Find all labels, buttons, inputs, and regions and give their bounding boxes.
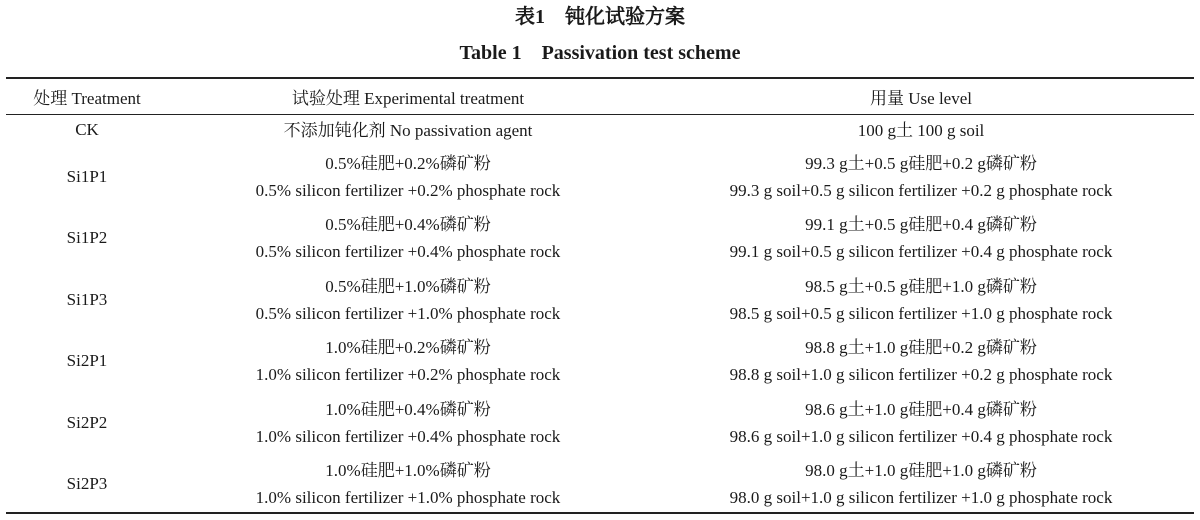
table-row <box>6 146 1194 208</box>
experimental-treatment-cell <box>168 269 648 331</box>
experimental-treatment-chinese: 1.0%硅肥+1.0%磷矿粉 <box>325 461 491 481</box>
use-level-english: 99.3 g soil+0.5 g silicon fertilizer +0.2 g phosphate rock <box>729 180 1113 200</box>
passivation-scheme-table <box>6 79 1194 515</box>
header-use-level: 用量 Use level <box>870 89 972 108</box>
table-row <box>6 269 1194 331</box>
treatment-cell: Si1P3 <box>66 289 108 309</box>
header-experimental-treatment: 试验处理 Experimental treatment <box>291 89 525 108</box>
use-level-english: 98.6 g soil+1.0 g silicon fertilizer +0.4 g phosphate rock <box>729 426 1113 446</box>
table-header-row <box>6 79 1194 114</box>
use-level-text: 100 g土 100 g soil <box>857 120 985 140</box>
experimental-treatment-english: 0.5% silicon fertilizer +1.0% phosphate rock <box>255 303 561 323</box>
experimental-treatment-chinese: 1.0%硅肥+0.4%磷矿粉 <box>325 399 491 419</box>
experimental-treatment-chinese: 1.0%硅肥+0.2%磷矿粉 <box>325 338 491 358</box>
experimental-treatment-cell <box>168 146 648 208</box>
use-level-cell <box>648 454 1194 516</box>
experimental-treatment-chinese: 0.5%硅肥+0.4%磷矿粉 <box>325 215 491 235</box>
table-title-chinese: 表1 钝化试验方案 <box>515 6 685 28</box>
use-level-chinese: 99.3 g土+0.5 g硅肥+0.2 g磷矿粉 <box>805 153 1037 173</box>
use-level-english: 98.0 g soil+1.0 g silicon fertilizer +1.0 g phosphate rock <box>729 488 1113 508</box>
use-level-chinese: 99.1 g土+0.5 g硅肥+0.4 g磷矿粉 <box>805 215 1037 235</box>
use-level-cell <box>648 269 1194 331</box>
table-row <box>6 331 1194 393</box>
treatment-cell: Si2P2 <box>66 412 108 432</box>
treatment-cell: Si2P1 <box>66 351 108 371</box>
use-level-cell <box>648 114 1194 146</box>
treatment-cell: Si1P2 <box>66 228 108 248</box>
experimental-treatment-cell <box>168 114 648 146</box>
experimental-treatment-chinese: 0.5%硅肥+1.0%磷矿粉 <box>325 276 491 296</box>
experimental-treatment-english: 1.0% silicon fertilizer +0.4% phosphate rock <box>255 426 561 446</box>
use-level-cell <box>648 331 1194 393</box>
use-level-english: 99.1 g soil+0.5 g silicon fertilizer +0.4 g phosphate rock <box>729 242 1113 262</box>
table-row <box>6 392 1194 454</box>
table-row <box>6 208 1194 270</box>
treatment-cell: Si2P3 <box>66 474 108 494</box>
use-level-cell <box>648 208 1194 270</box>
use-level-chinese: 98.8 g土+1.0 g硅肥+0.2 g磷矿粉 <box>805 338 1037 358</box>
experimental-treatment-cell <box>168 454 648 516</box>
experimental-treatment-english: 1.0% silicon fertilizer +1.0% phosphate rock <box>255 488 561 508</box>
treatment-cell: Si1P1 <box>66 166 108 186</box>
experimental-treatment-english: 1.0% silicon fertilizer +0.2% phosphate rock <box>255 365 561 385</box>
experimental-treatment-text: 不添加钝化剂 No passivation agent <box>283 120 533 140</box>
use-level-english: 98.5 g soil+0.5 g silicon fertilizer +1.0 g phosphate rock <box>729 303 1113 323</box>
experimental-treatment-english: 0.5% silicon fertilizer +0.2% phosphate rock <box>255 180 561 200</box>
use-level-chinese: 98.5 g土+0.5 g硅肥+1.0 g磷矿粉 <box>805 276 1037 296</box>
experimental-treatment-cell <box>168 208 648 270</box>
experimental-treatment-chinese: 0.5%硅肥+0.2%磷矿粉 <box>325 153 491 173</box>
header-treatment: 处理 Treatment <box>33 89 141 108</box>
experimental-treatment-english: 0.5% silicon fertilizer +0.4% phosphate rock <box>255 242 561 262</box>
use-level-cell <box>648 146 1194 208</box>
experimental-treatment-cell <box>168 331 648 393</box>
table-title-english: Table 1 Passivation test scheme <box>459 42 741 64</box>
use-level-english: 98.8 g soil+1.0 g silicon fertilizer +0.2 g phosphate rock <box>729 365 1113 385</box>
treatment-cell: CK <box>75 120 99 139</box>
experimental-treatment-cell <box>168 392 648 454</box>
use-level-chinese: 98.0 g土+1.0 g硅肥+1.0 g磷矿粉 <box>805 461 1037 481</box>
use-level-cell <box>648 392 1194 454</box>
table-row <box>6 114 1194 146</box>
use-level-chinese: 98.6 g土+1.0 g硅肥+0.4 g磷矿粉 <box>805 399 1037 419</box>
table-row <box>6 454 1194 516</box>
